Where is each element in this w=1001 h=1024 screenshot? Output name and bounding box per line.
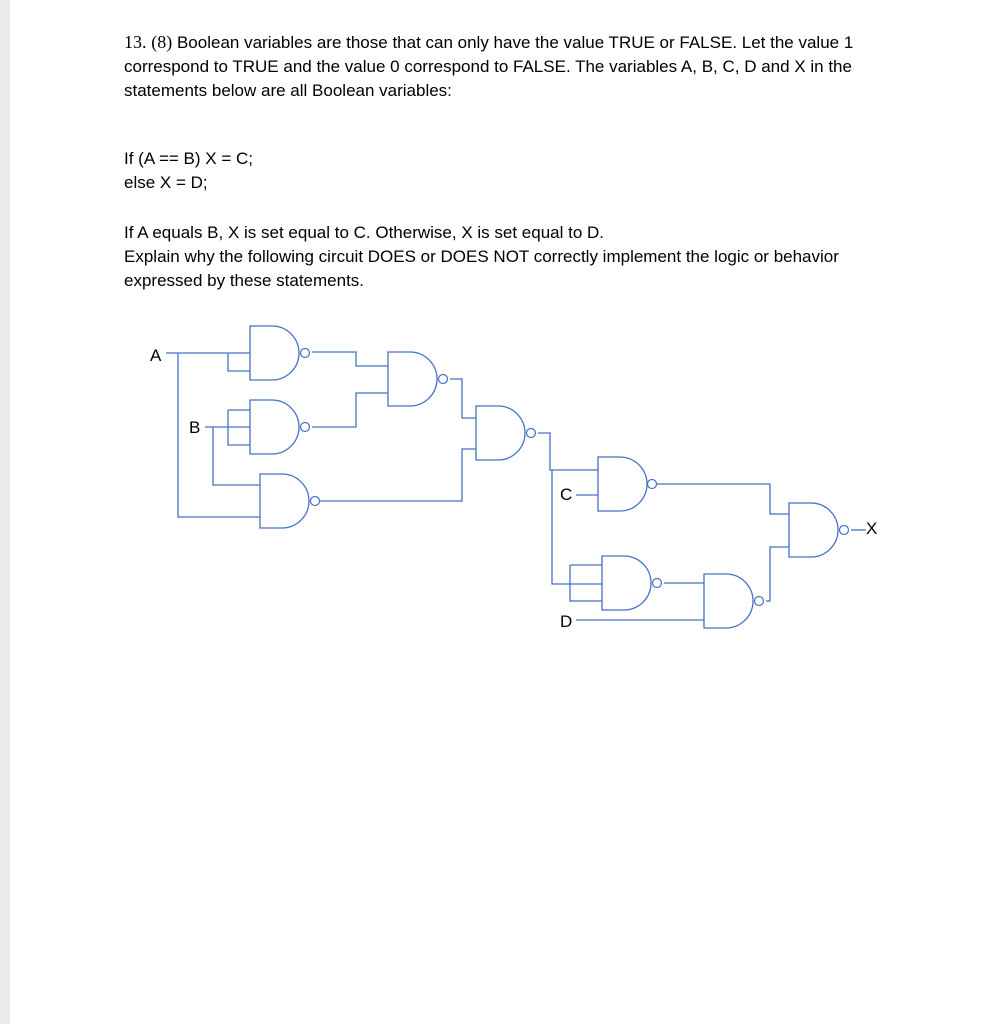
inverter-bubble	[527, 429, 536, 438]
nand-gate-6	[598, 457, 657, 511]
wire-g5-out	[538, 433, 602, 584]
wire-g4-to-g5	[450, 379, 476, 418]
logic-circuit-diagram	[10, 0, 1001, 1024]
output-label-x: X	[866, 519, 878, 538]
question-points: (8)	[151, 32, 173, 52]
wire-g3-to-g5	[316, 449, 476, 501]
gate-body	[476, 406, 525, 460]
nand-gate-5	[476, 406, 536, 460]
gate-body	[250, 400, 299, 454]
wire-g8-to-g9	[766, 547, 789, 601]
nand-gate-4	[388, 352, 448, 406]
gate-body	[260, 474, 309, 528]
gate-body	[598, 457, 647, 511]
intro-line-3: statements below are all Boolean variables:	[124, 81, 452, 100]
inverter-bubble	[653, 579, 662, 588]
inverter-bubble	[648, 480, 657, 489]
inverter-bubble	[301, 349, 310, 358]
input-label-a: A	[150, 346, 162, 365]
nand-gate-2	[250, 400, 310, 454]
question-number: 13.	[124, 32, 147, 52]
explain-line-1: If A equals B, X is set equal to C. Otherwise, X is set equal to D.	[124, 223, 605, 242]
nand-gate-8	[704, 574, 764, 628]
nand-gate-7	[602, 556, 662, 610]
inverter-bubble	[311, 497, 320, 506]
inverter-bubble	[755, 597, 764, 606]
input-label-b: B	[189, 418, 201, 437]
wire-g2-to-g4	[312, 393, 388, 427]
code-line-1: If (A == B) X = C;	[124, 149, 253, 168]
nand-gate-1	[250, 326, 310, 380]
input-label-c: C	[560, 485, 573, 504]
input-label-d: D	[560, 612, 573, 631]
wire-g1-to-g4	[312, 352, 388, 366]
gate-body	[388, 352, 437, 406]
inverter-bubble	[301, 423, 310, 432]
gate-body	[704, 574, 753, 628]
wire-g6-to-g9	[656, 484, 789, 514]
inverter-bubble	[439, 375, 448, 384]
nand-gate-9-output	[789, 503, 849, 557]
explain-line-2: Explain why the following circuit DOES or DOES NOT correctly implement the logic or behavior	[124, 247, 839, 266]
document-page	[10, 0, 1001, 1024]
intro-line-2: correspond to TRUE and the value 0 correspond to FALSE. The variables A, B, C, D and X in the	[124, 57, 852, 76]
wire-g5-to-g7	[570, 565, 602, 601]
gate-body	[250, 326, 299, 380]
code-line-2: else X = D;	[124, 173, 208, 192]
gate-body	[602, 556, 651, 610]
nand-gate-3	[260, 474, 320, 528]
wire-a-to-g1-b	[228, 353, 250, 371]
inverter-bubble	[840, 526, 849, 535]
explain-line-3: expressed by these statements.	[124, 271, 365, 290]
intro-text-1: Boolean variables are those that can only have the value TRUE or FALSE. Let the value 1	[176, 33, 854, 52]
gate-body	[789, 503, 838, 557]
